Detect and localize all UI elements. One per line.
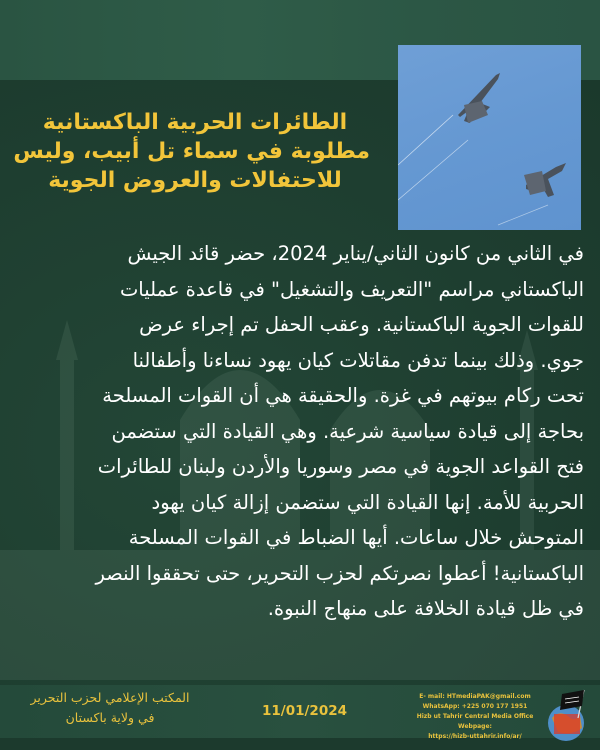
office-line: المكتب الإعلامي لحزب التحرير (30, 690, 190, 705)
body-line: في ظل قيادة الخلافة على منهاج النبوة. (267, 597, 584, 620)
media-office-logo-icon (544, 688, 594, 743)
body-line: للقوات الجوية الباكستانية. وعقب الحفل تم إجراء عرض (139, 313, 584, 336)
body-line: الباكستانية! أعطوا نصرتكم لحزب التحرير، حتى تحققوا النصر (95, 561, 584, 585)
fighter-jets-photo (398, 45, 581, 230)
office-line: في ولاية باكستان (65, 710, 155, 725)
media-office-label (10, 688, 210, 728)
body-line: الباكستاني مراسم "التعريف والتشغيل" في قاعدة عمليات (119, 277, 584, 301)
body-line: المتوحش خلال ساعات. أيها الضباط في القوات المسلحة (128, 526, 584, 549)
contact-info (400, 692, 550, 742)
contact-webpage-link[interactable]: https://hizb-uttahrir.info/ar/ (428, 733, 522, 740)
body-line: تحت ركام بيوتهم في غزة. والحقيقة هي أن القوات المسلحة (102, 384, 584, 407)
body-text (18, 236, 584, 627)
body-line: جوي. وذلك بينما تدفن مقاتلات كيان يهود نساءنا وأطفالنا (132, 348, 584, 372)
release-date: 11/01/2024 (262, 703, 348, 719)
headline-line: الطائرات الحربية الباكستانية (42, 110, 348, 135)
contact-whatsapp: WhatsApp: +225 070 177 1951 (422, 703, 528, 710)
body-line: في الثاني من كانون الثاني/يناير 2024، حضر قائد الجيش (127, 242, 584, 265)
body-line: الحربية للأمة. إنها القيادة التي ستضمن إزالة كيان يهود (151, 490, 584, 514)
headline-line: للاحتفالات والعروض الجوية (48, 168, 342, 193)
body-line: فتح القواعد الجوية في مصر وسوريا والأردن ولبنان للطائرات (97, 455, 584, 478)
headline-line: مطلوبة في سماء تل أبيب، وليس (13, 139, 370, 164)
headline (13, 108, 370, 195)
jets-illustration-icon (398, 45, 581, 230)
contact-email[interactable]: E- mail: HTmediaPAK@gmail.com (419, 693, 531, 700)
body-line: بحاجة إلى قيادة سياسية شرعية. وهي القيادة التي ستضمن (111, 419, 584, 443)
contact-webpage-label: Hizb ut Tahrir Central Media Office Webpage: (416, 713, 534, 730)
